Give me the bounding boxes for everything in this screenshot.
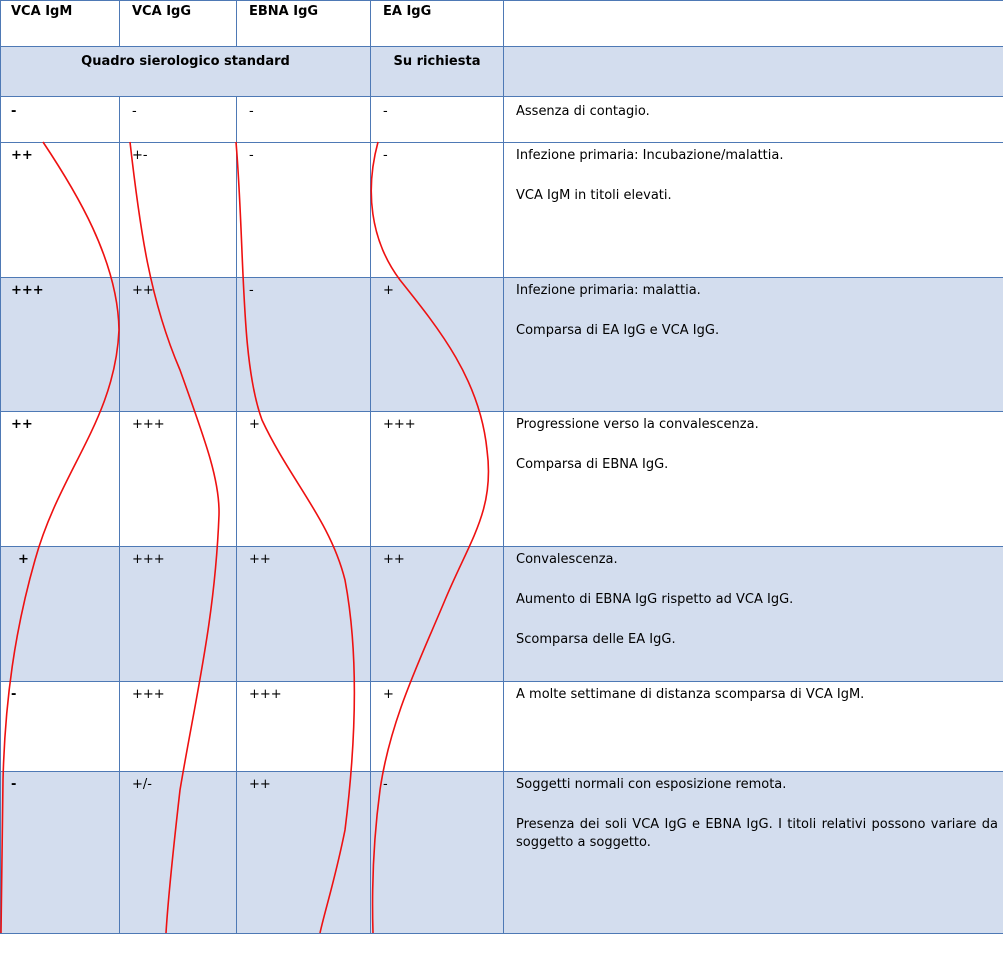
row-5-ebna-igg: ++ <box>249 552 271 567</box>
row-5-description <box>504 546 1003 681</box>
row-6-desc-line: A molte settimane di distanza scomparsa di VCA IgM. <box>516 687 865 702</box>
header-ea-igg: EA IgG <box>383 4 432 19</box>
subheader-standard: Quadro sierologico standard <box>81 54 290 69</box>
row-1-desc-line: Assenza di contagio. <box>516 104 650 119</box>
row-7-description <box>504 771 998 933</box>
row-4-vca-igg: +++ <box>132 417 165 432</box>
row-6-vca-igm: - <box>11 687 17 702</box>
row-3-ea-igg: + <box>383 283 394 298</box>
row-5-vca-igg: +++ <box>132 552 165 567</box>
row-1-vca-igm: - <box>11 104 17 119</box>
row-3-desc-line: Comparsa di EA IgG e VCA IgG. <box>516 323 720 338</box>
row-1-vca-igg: - <box>132 104 137 119</box>
row-7-desc-line: Presenza dei soli VCA IgG e EBNA IgG. I titoli relativi possono variare da soggetto a soggetto. <box>516 817 998 850</box>
row-4-description <box>504 411 1003 546</box>
row-4-desc-line: Progressione verso la convalescenza. <box>516 417 759 432</box>
row-3-ebna-igg: - <box>249 283 254 298</box>
row-4-desc-line: Comparsa di EBNA IgG. <box>516 457 669 472</box>
header-ebna-igg: EBNA IgG <box>249 4 319 19</box>
row-3-description <box>504 277 1003 411</box>
row-2-ea-igg: - <box>383 148 388 163</box>
row-5-vca-igm: + <box>18 552 29 567</box>
row-2-description <box>504 142 1003 277</box>
row-5-ea-igg: ++ <box>383 552 405 567</box>
subheader-on-request: Su richiesta <box>393 54 481 69</box>
row-3-vca-igm: +++ <box>11 283 44 298</box>
row-6-description <box>504 681 1003 771</box>
row-5-desc-line: Aumento di EBNA IgG rispetto ad VCA IgG. <box>516 592 794 607</box>
row-7-ea-igg: - <box>383 777 388 792</box>
row-5-desc-line: Convalescenza. <box>516 552 618 567</box>
row-1-ea-igg: - <box>383 104 388 119</box>
row-2-ebna-igg: - <box>249 148 254 163</box>
row-6-ebna-igg: +++ <box>249 687 282 702</box>
row-2-vca-igg: +- <box>132 148 148 163</box>
row-1-ebna-igg: - <box>249 104 254 119</box>
row-4-ebna-igg: + <box>249 417 260 432</box>
row-3-vca-igg: ++ <box>132 283 154 298</box>
row-1-description <box>504 96 1003 142</box>
header-vca-igm: VCA IgM <box>11 4 73 19</box>
row-3-desc-line: Infezione primaria: malattia. <box>516 283 701 298</box>
row-2-desc-line: VCA IgM in titoli elevati. <box>516 188 672 203</box>
row-7-vca-igg: +/- <box>132 777 152 792</box>
header-vca-igg: VCA IgG <box>132 4 192 19</box>
row-6-ea-igg: + <box>383 687 394 702</box>
row-2-desc-line: Infezione primaria: Incubazione/malattia. <box>516 148 784 163</box>
row-7-desc-line: Soggetti normali con esposizione remota. <box>516 777 787 792</box>
row-4-ea-igg: +++ <box>383 417 416 432</box>
row-6-vca-igg: +++ <box>132 687 165 702</box>
row-4-vca-igm: ++ <box>11 417 33 432</box>
row-7-ebna-igg: ++ <box>249 777 271 792</box>
row-2-vca-igm: ++ <box>11 148 33 163</box>
row-5-desc-line: Scomparsa delle EA IgG. <box>516 632 676 647</box>
row-7-vca-igm: - <box>11 777 17 792</box>
